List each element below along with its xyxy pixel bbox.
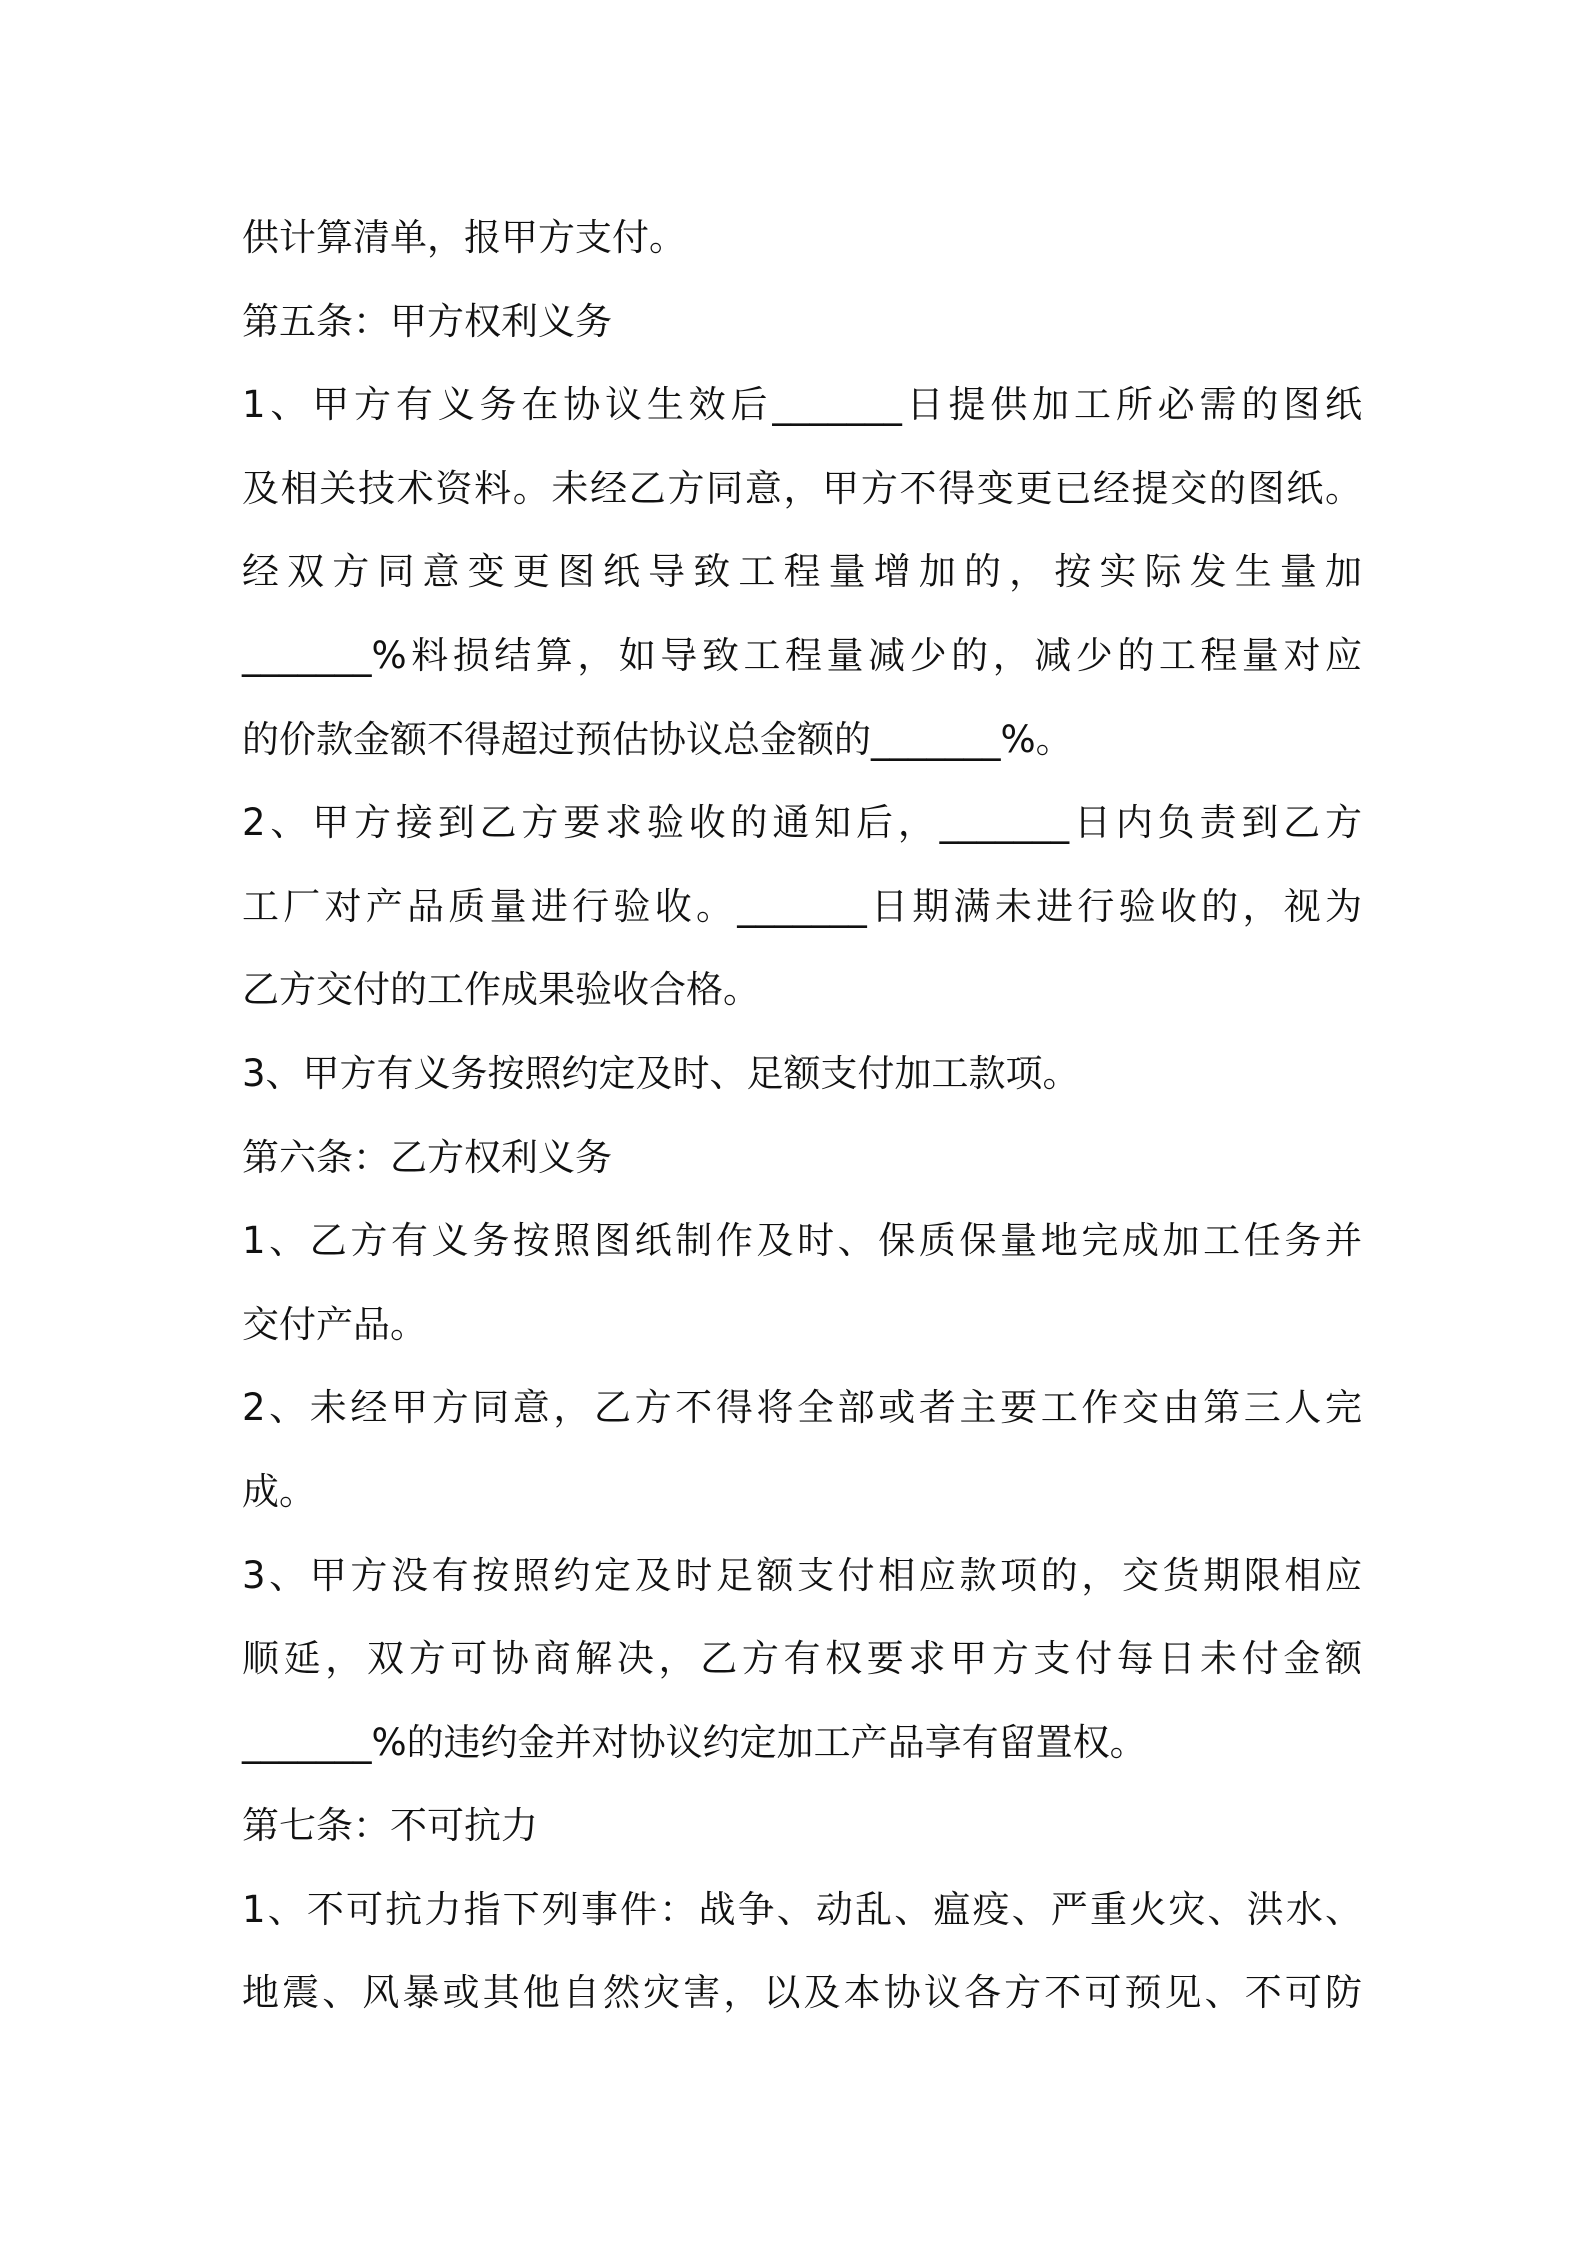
text-line: 成。 [242, 1469, 316, 1513]
text-line: 3、甲方没有按照约定及时足额支付相应款项的，交货期限相应 [242, 1553, 1362, 1597]
text-line: 1、乙方有义务按照图纸制作及时、保质保量地完成加工任务并 [242, 1219, 1362, 1263]
article-heading: 第五条：甲方权利义务 [242, 299, 612, 343]
text-line: _______%料损结算，如导致工程量减少的，减少的工程量对应 [242, 633, 1362, 677]
text-line: 经双方同意变更图纸导致工程量增加的，按实际发生量加 [242, 550, 1362, 594]
contract-text-body [242, 196, 1362, 2035]
text-line: 1、不可抗力指下列事件：战争、动乱、瘟疫、严重火灾、洪水、 [242, 1887, 1362, 1931]
text-line: 及相关技术资料。未经乙方同意，甲方不得变更已经提交的图纸。 [242, 466, 1362, 510]
text-line: 工厂对产品质量进行验收。_______日期满未进行验收的，视为 [242, 884, 1362, 928]
text-line: 2、未经甲方同意，乙方不得将全部或者主要工作交由第三人完 [242, 1386, 1362, 1430]
text-line: 2、甲方接到乙方要求验收的通知后，_______日内负责到乙方 [242, 801, 1362, 845]
article-heading: 第七条：不可抗力 [242, 1804, 538, 1848]
text-line: 供计算清单，报甲方支付。 [242, 216, 686, 259]
article-heading: 第六条：乙方权利义务 [242, 1135, 612, 1179]
text-line: 1、甲方有义务在协议生效后_______日提供加工所必需的图纸 [242, 383, 1362, 427]
text-line: _______%的违约金并对协议约定加工产品享有留置权。 [242, 1720, 1147, 1764]
text-line: 3、甲方有义务按照约定及时、足额支付加工款项。 [242, 1051, 1080, 1095]
text-line: 的价款金额不得超过预估协议总金额的_______%。 [242, 717, 1073, 761]
text-line: 顺延，双方可协商解决，乙方有权要求甲方支付每日未付金额 [242, 1637, 1362, 1681]
text-line: 交付产品。 [242, 1302, 427, 1346]
text-line: 地震、风暴或其他自然灾害，以及本协议各方不可预见、不可防 [242, 1971, 1362, 2015]
text-line: 乙方交付的工作成果验收合格。 [242, 968, 760, 1012]
